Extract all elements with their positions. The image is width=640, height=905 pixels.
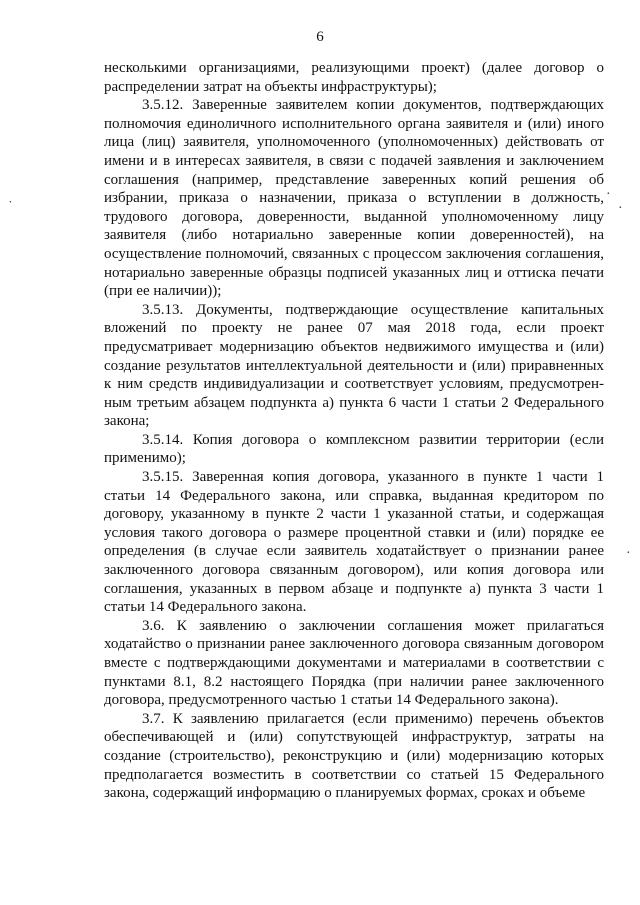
text-line: применимо); bbox=[104, 450, 186, 467]
text-line: несколькими организациями, реализующими проект) (далее договор о bbox=[104, 60, 604, 76]
text-line: закона; bbox=[104, 413, 150, 430]
text-line: избрании, приказа о назначении, приказа о вступлении в должность, bbox=[104, 190, 604, 207]
text-line: предусматривает модернизацию объектов недвижимого имущества и (или) bbox=[104, 338, 604, 355]
text-line: 3.5.13. Документы, подтверждающие осуществление капитальных bbox=[142, 301, 604, 318]
text-line: вместе с подтверждающими документами и материалами в соответствии с bbox=[104, 655, 604, 671]
text-line: лица (лиц) заявителя, уполномоченного (уполномоченных) действовать от bbox=[104, 134, 604, 151]
page-number: 6 bbox=[316, 29, 324, 45]
text-line: предполагается возместить в соответствии со статьей 15 Федерального bbox=[104, 766, 604, 783]
text-line: к ним средств индивидуализации и соответствует условиям, предусмотрен- bbox=[104, 376, 604, 393]
text-line: заявителя (либо нотариально заверенные копии доверенностей), на bbox=[104, 227, 604, 244]
text-line: 3.5.15. Заверенная копия договора, указанного в пункте 1 части 1 bbox=[142, 469, 604, 486]
scan-speck: · bbox=[626, 546, 631, 561]
text-line: соглашения (например, представление заверенных копий решения об bbox=[104, 171, 604, 188]
text-line: пунктами 8.1, 8.2 настоящего Порядка (при наличии ранее заключенного bbox=[104, 673, 604, 690]
text-line: статьи 14 Федерального закона. bbox=[104, 599, 307, 616]
text-line: договора, предусмотренного частью 1 статьи 14 Федерального закона). bbox=[104, 692, 559, 709]
text-line: имени и в интересах заявителя, в связи с подачей заявления и заключением bbox=[104, 152, 604, 169]
scan-speck: · bbox=[618, 201, 623, 216]
text-line: создание (строительство), реконструкцию и (или) модернизацию которых bbox=[104, 747, 604, 764]
text-line: ным третьим абзацем подпункта а) пункта 6 части 1 статьи 2 Федерального bbox=[104, 394, 604, 411]
text-line: ходатайство о признании ранее заключенного договора связанным договором bbox=[104, 636, 604, 653]
text-line: 3.6. К заявлению о заключении соглашения может прилагаться bbox=[142, 617, 604, 634]
text-line: трудового договора, доверенности, выданной уполномоченному лицу bbox=[104, 208, 604, 225]
text-line: осуществление полномочий, связанных с процессом заключения соглашения, bbox=[104, 245, 604, 262]
text-line: статьи 14 Федерального закона, или справка, выданная кредитором по bbox=[104, 487, 604, 504]
text-line: полномочия единоличного исполнительного органа заявителя и (или) иного bbox=[104, 115, 604, 132]
text-line: (при ее наличии)); bbox=[104, 283, 222, 300]
text-line: условия такого договора о размере процентной ставки и (или) порядке ее bbox=[104, 524, 604, 541]
paragraph bbox=[104, 431, 604, 468]
paragraph bbox=[104, 617, 604, 710]
paragraph bbox=[104, 59, 604, 96]
text-line: распределении затрат на объекты инфраструктуры); bbox=[104, 78, 437, 95]
text-line: обеспечивающей и (или) сопутствующей инфраструктур, затраты на bbox=[104, 729, 604, 746]
paragraph bbox=[104, 710, 604, 803]
text-line: 3.5.14. Копия договора о комплексном развитии территории (если bbox=[142, 431, 604, 448]
text-line: соглашения, указанных в первом абзаце и подпункте а) пункта 3 части 1 bbox=[104, 580, 604, 597]
text-line: определения (в случае если заявитель ходатайствует о признании ранее bbox=[104, 543, 604, 560]
scan-speck: ˙ bbox=[8, 199, 13, 214]
scan-speck: · bbox=[606, 187, 611, 202]
text-line: создание результатов интеллектуальной деятельности и (или) приравненных bbox=[104, 357, 604, 374]
text-line: вложений по проекту не ранее 07 мая 2018 года, если проект bbox=[104, 320, 604, 337]
text-line: нотариально заверенные образцы подписей указанных лиц и оттиска печати bbox=[104, 264, 604, 281]
paragraph bbox=[104, 301, 604, 431]
text-line: 3.7. К заявлению прилагается (если применимо) перечень объектов bbox=[142, 710, 604, 727]
text-line: заключенного договора связанным договором), или копия договора или bbox=[104, 562, 604, 579]
paragraph bbox=[104, 96, 604, 301]
text-line: договору, указанному в пункте 2 части 1 указанной статьи, и содержащая bbox=[104, 506, 604, 523]
paragraph bbox=[104, 468, 604, 617]
text-line: закона, содержащий информацию о планируемых формах, сроках и объеме bbox=[104, 785, 586, 802]
document-body bbox=[104, 59, 604, 803]
text-line: 3.5.12. Заверенные заявителем копии документов, подтверждающих bbox=[142, 97, 604, 114]
